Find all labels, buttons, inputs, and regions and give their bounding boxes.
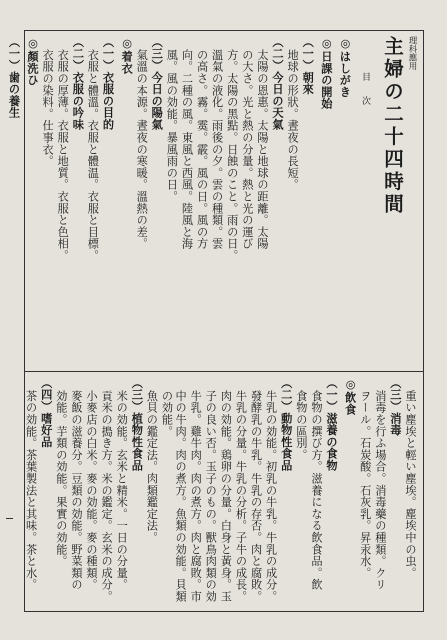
contents-entry: 子の良い否。玉子のもの。獸鳥肉類の効 — [204, 390, 218, 603]
subsection-heading: （一）朝來 — [301, 36, 316, 95]
contents-entry: 食物の撰び方。滋養になる飲食品。飲 — [309, 390, 323, 592]
section-heading: ◎着衣 — [120, 36, 135, 75]
contents-entry: 牛乳の効能。初乳の牛乳。牛乳の成分。 — [264, 390, 278, 603]
contents-entry: 發酵乳の牛乳。牛乳の存否。肉と腐敗。 — [249, 390, 263, 603]
series-label-bottom: 應用 — [407, 53, 417, 70]
title-block — [381, 36, 417, 366]
section-heading: ◎はしがき — [338, 36, 353, 98]
page-title: 主婦の二十四時間 — [381, 36, 404, 216]
contents-upper-tier — [7, 36, 417, 366]
contents-entry: 地球の形狀。晝夜の長短。 — [286, 49, 300, 192]
contents-entry: 食物の區別。 — [294, 390, 308, 462]
contents-entry: 重い塵埃と輕い塵埃。塵埃中の虫。 — [404, 390, 417, 580]
subsection-heading: （三）消毒 — [388, 377, 403, 436]
contents-entry: 貢米の搗き方。米の鑑定。玄米の成分。 — [100, 390, 114, 603]
horizontal-divider — [24, 371, 424, 372]
contents-entry: 麥飯の滋養分。豆類の効能。野菜類の — [69, 390, 83, 592]
contents-entry: 茶の効能。茶葉製法と其味。茶と水。 — [24, 390, 38, 592]
contents-entry: 向。二種の風。東風と西風。陸風と海 — [180, 49, 194, 251]
contents-entry: 魚貝の鑑定法。肉類鑑定法。 — [145, 390, 159, 544]
contents-entry: 風。風の効能。暴風雨の日。 — [165, 49, 179, 203]
section-heading: ◎日課の開始 — [319, 36, 334, 110]
contents-entry: 衣服の厚薄。衣服と地質。衣服と色相。 — [56, 49, 70, 262]
subsection-heading: （二）衣服の吟味 — [71, 36, 86, 131]
subsection-heading: （三）植物性食品 — [130, 377, 145, 472]
contents-entry: の大さ。光と熱の分量。熱と光の運び — [240, 49, 254, 251]
subsection-heading: （四）嗜好品 — [39, 377, 54, 448]
subsection-heading: （三）今日の陽氣 — [150, 36, 165, 131]
contents-entry: 効能。芋類の効能。果實の効能。 — [54, 390, 68, 568]
section-heading: ◎飲食 — [343, 377, 358, 416]
subsection-heading: （一）歯の養生 — [7, 36, 22, 119]
column-gap — [0, 36, 5, 366]
contents-entry: 氣溫の本源。晝夜の寒暖。溫熱の差。 — [135, 49, 149, 251]
contents-entry: 中の牛肉。肉の煮方。魚類の効能。貝類の効能。 — [160, 390, 188, 603]
contents-lower-tier — [24, 377, 417, 607]
contents-entry: 太陽の恩惠。太陽と地球の距離。太陽 — [255, 49, 269, 251]
contents-entry: 溫氣の液化。雨後の夕。雲の種類。雲 — [210, 49, 224, 251]
contents-entry: 衣服と體溫。衣服と體温。衣服と目標。 — [86, 49, 100, 262]
contents-entry: 米の効能。玄米と精米。一日の分量。 — [115, 390, 129, 592]
margin-mark — [6, 518, 13, 519]
contents-entry: ヲール。石炭酸。石灰乳。昇汞水。 — [358, 390, 372, 580]
series-label-top: 理科 — [407, 36, 417, 53]
contents-entry: 小麥店の白米。麥の効能。麥の種類。 — [85, 390, 99, 592]
section-heading: ◎顏洗ひ — [26, 36, 41, 86]
contents-entry: の高さ。霧。霙。霰。風の日。風の方 — [195, 49, 209, 251]
contents-entry: 消毒を行ふ場合。消毒藥の種類。クリ — [373, 390, 387, 592]
subsection-heading: （二）今日の天氣 — [271, 36, 286, 131]
subsection-heading: （一）滋養の食物 — [325, 377, 340, 472]
contents-label: 目 次 — [360, 72, 370, 108]
contents-entry: 衣服の染料。仕事衣。 — [41, 49, 55, 168]
contents-entry: 肉の効能。鶏卵の分量。白身と黃身。玉 — [219, 390, 233, 603]
subsection-heading: （一）衣服の目的 — [101, 36, 116, 131]
series-label — [407, 36, 417, 366]
contents-entry: 牛乳。雞牛肉。肉の煮方。肉と腐敗。市 — [189, 390, 203, 603]
contents-entry: 牛乳の分量。牛乳の分析。子牛の成長。 — [234, 390, 248, 603]
contents-entry: 方。太陽の黑點。日蝕のこと。雨の日。 — [225, 49, 239, 262]
subsection-heading: （二）動物性食品 — [279, 377, 294, 472]
